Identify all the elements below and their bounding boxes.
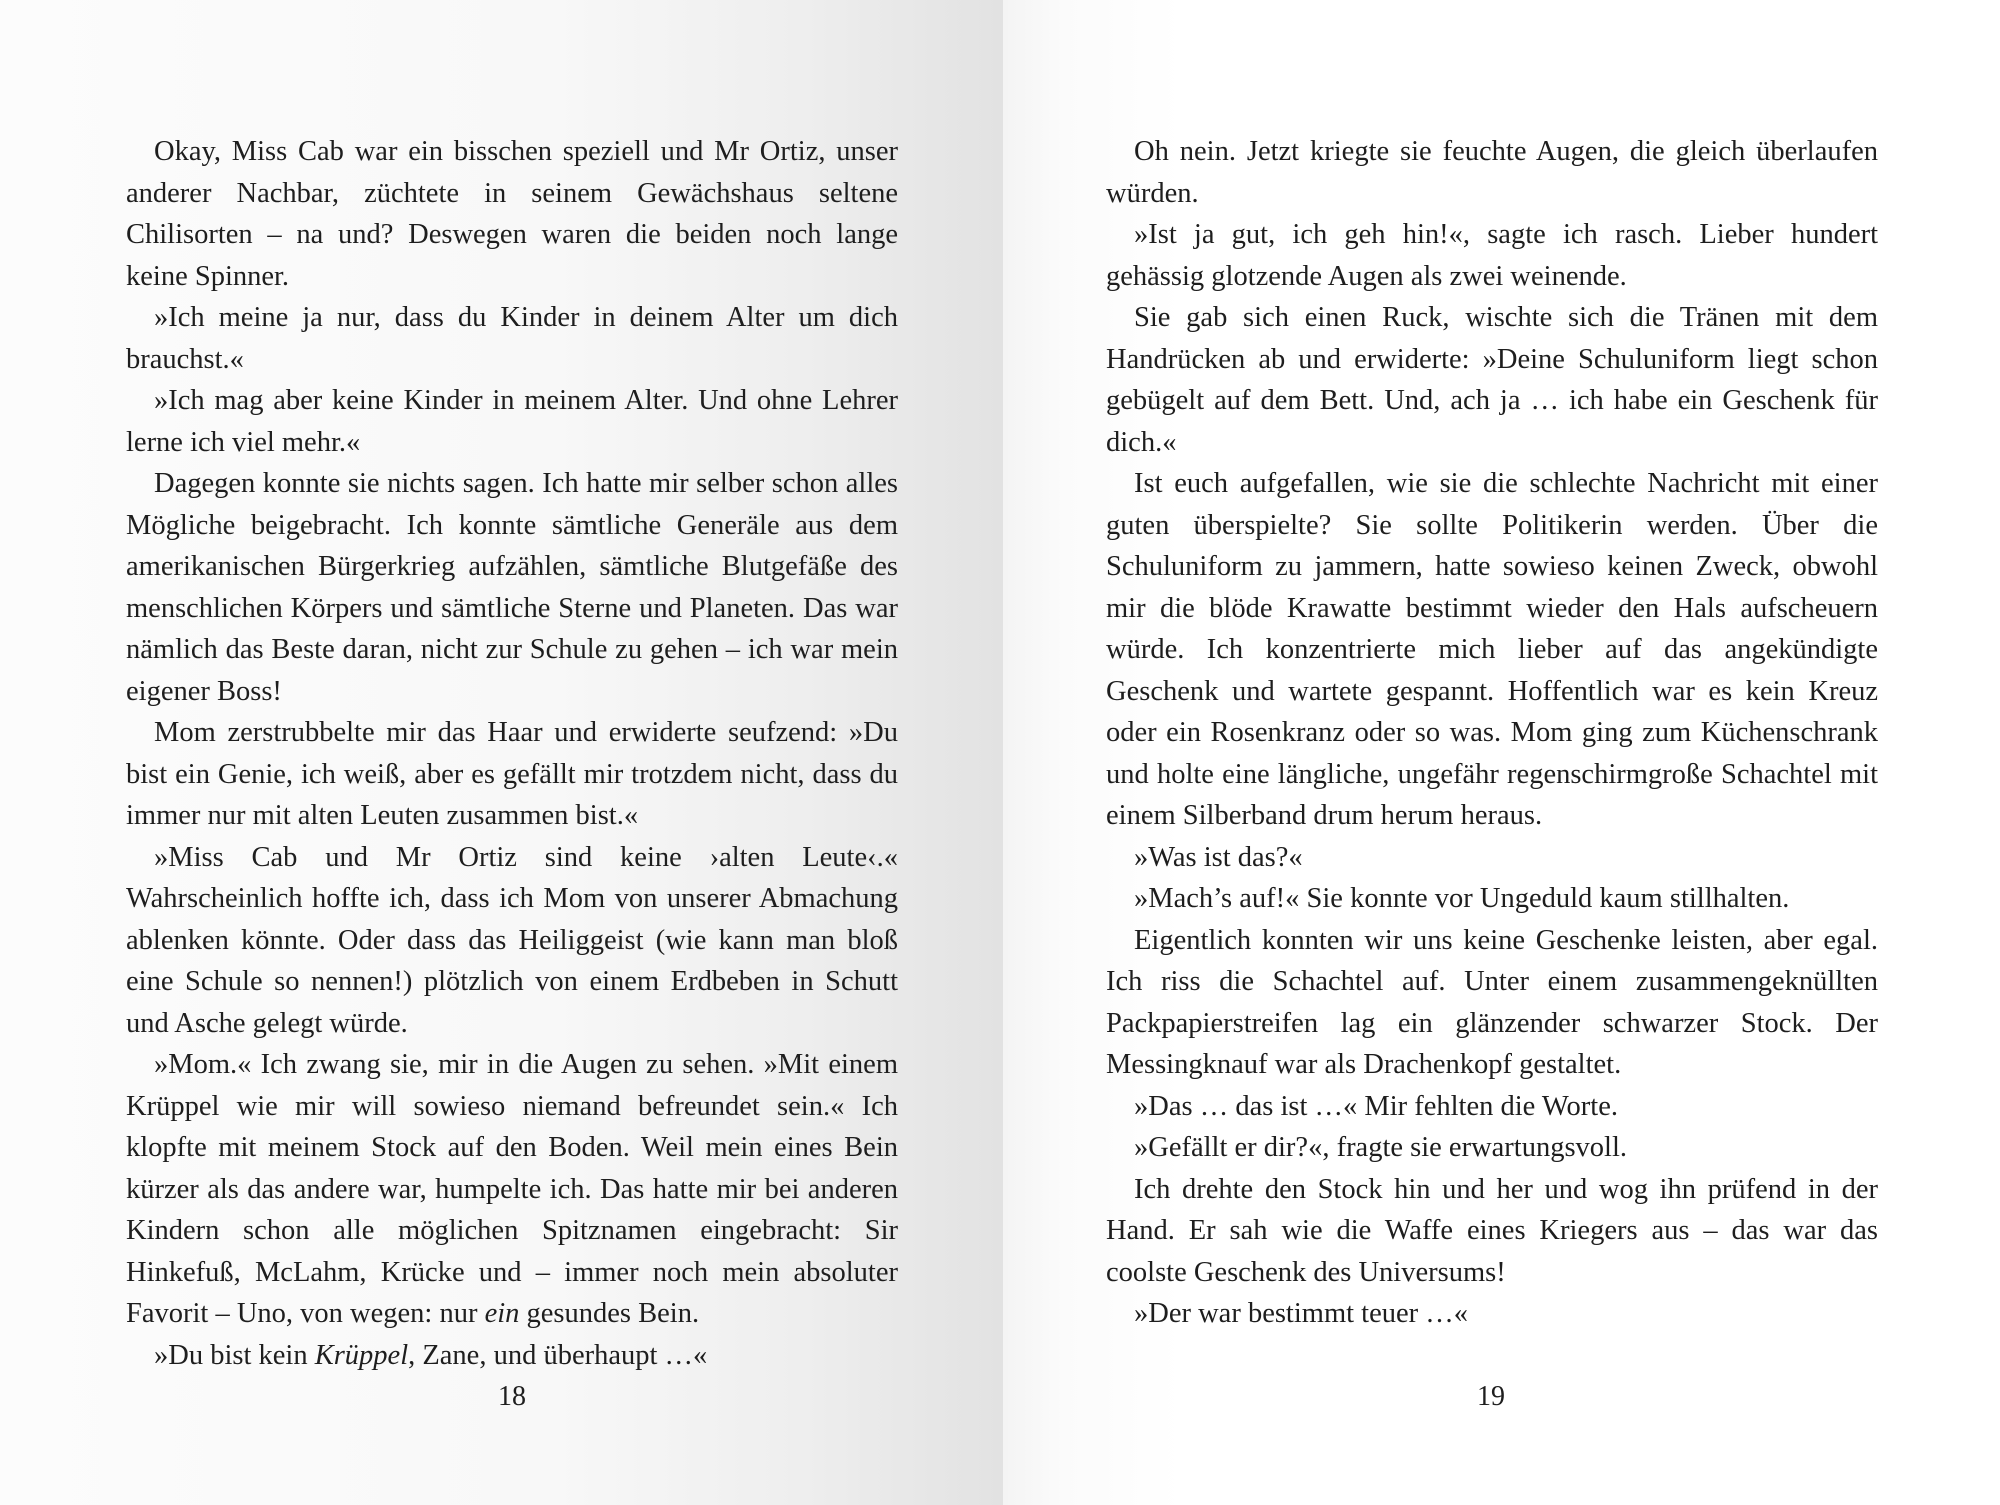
right-page [1003, 0, 2000, 1505]
left-page-text [126, 131, 898, 1376]
page-number: 18 [498, 1381, 526, 1412]
right-page-text [1106, 131, 1878, 1335]
paragraph: Okay, Miss Cab war ein bisschen speziell und Mr Ortiz, unser anderer Nachbar, züchtete in seinem Gewächshaus seltene Chilisorten – na und? Deswegen waren die beiden noch lange keine Spinner. [126, 136, 898, 292]
paragraph: »Miss Cab und Mr Ortiz sind keine ›alten Leute‹.« Wahrscheinlich hoffte ich, dass ich Mom von unserer Abmachung ablenken könnte. Oder dass das Heiliggeist (wie kann man bloß eine Schule so nennen!) plötzlich von einem Erdbeben in Schutt und Asche gelegt würde. [126, 841, 898, 1039]
emphasis: ein [484, 1298, 520, 1329]
paragraph: »Der war bestimmt teuer …« [1134, 1298, 1468, 1329]
paragraph-text: »Du bist kein [154, 1339, 315, 1371]
paragraph: »Was ist das?« [1134, 841, 1303, 873]
paragraph: »Ich meine ja nur, dass du Kinder in deinem Alter um dich brauchst.« [126, 302, 898, 375]
paragraph-text: , Zane, und überhaupt …« [408, 1339, 708, 1371]
paragraph: Mom zerstrubbelte mir das Haar und erwiderte seufzend: »Du bist ein Genie, ich weiß, aber es gefällt mir trotzdem nicht, dass du immer nur mit alten Leuten zusammen bist.« [126, 717, 898, 831]
paragraph: Ich drehte den Stock hin und her und wog ihn prüfend in der Hand. Er sah wie die Waffe eines Kriegers aus – das war das coolste Geschenk des Universums! [1106, 1173, 1878, 1288]
paragraph: Sie gab sich einen Ruck, wischte sich die Tränen mit dem Handrücken ab und erwiderte: »Deine Schuluniform liegt schon gebügelt auf dem Bett. Und, ach ja … ich habe ein Geschenk für dich.« [1106, 302, 1878, 458]
paragraph: »Ich mag aber keine Kinder in meinem Alter. Und ohne Lehrer lerne ich viel mehr.« [126, 385, 898, 458]
paragraph: »Mach’s auf!« Sie konnte vor Ungeduld kaum stillhalten. [1134, 883, 1790, 914]
paragraph [126, 1335, 898, 1377]
emphasis: Krüppel [314, 1339, 409, 1371]
paragraph-text: gesundes Bein. [519, 1298, 700, 1329]
paragraph-text: »Mom.« Ich zwang sie, mir in die Augen zu sehen. »Mit einem Krüppel wie mir will sowieso niemand befreundet sein.« Ich klopfte mit meinem Stock auf den Boden. Weil mein eines Bein kürzer als das andere war, humpelte ich. Das hatte mir bei anderen Kindern schon alle möglichen Spitznamen eingebracht: Sir Hinkefuß, McLahm, Krücke und – immer noch mein absoluter Favorit – Uno, von wegen: nur [126, 1049, 898, 1329]
paragraph [126, 1044, 898, 1335]
paragraph: »Ist ja gut, ich geh hin!«, sagte ich rasch. Lieber hundert gehässig glotzende Augen als zwei weinende. [1106, 219, 1878, 292]
page-number: 19 [1477, 1381, 1505, 1412]
paragraph: »Das … das ist …« Mir fehlten die Worte. [1134, 1090, 1618, 1122]
paragraph: Eigentlich konnten wir uns keine Geschenke leisten, aber egal. Ich riss die Schachtel auf. Unter einem zusammengeknüllten Packpapierstreifen lag ein glänzender schwarzer Stock. Der Messingknauf war als Drachenkopf gestaltet. [1106, 924, 1878, 1080]
paragraph: Dagegen konnte sie nichts sagen. Ich hatte mir selber schon alles Mögliche beigebracht. Ich konnte sämtliche Generäle aus dem amerikanischen Bürgerkrieg aufzählen, sämtliche Blutgefäße des menschlichen Körpers und sämtliche Sterne und Planeten. Das war nämlich das Beste daran, nicht zur Schule zu gehen – ich war mein eigener Boss! [126, 468, 898, 707]
paragraph: Ist euch aufgefallen, wie sie die schlechte Nachricht mit einer guten überspielte? Sie sollte Politikerin werden. Über die Schuluniform zu jammern, hatte sowieso keinen Zweck, obwohl mir die blöde Krawatte bestimmt wieder den Hals aufscheuern würde. Ich konzentrierte mich lieber auf das angekündigte Geschenk und wartete gespannt. Hoffentlich war es kein Kreuz oder ein Rosenkranz oder so was. Mom ging zum Küchenschrank und holte eine längliche, ungefähr regenschirmgroße Schachtel mit einem Silberband drum herum heraus. [1106, 468, 1878, 831]
paragraph: Oh nein. Jetzt kriegte sie feuchte Augen, die gleich überlaufen würden. [1106, 136, 1878, 209]
paragraph: »Gefällt er dir?«, fragte sie erwartungsvoll. [1134, 1132, 1628, 1163]
